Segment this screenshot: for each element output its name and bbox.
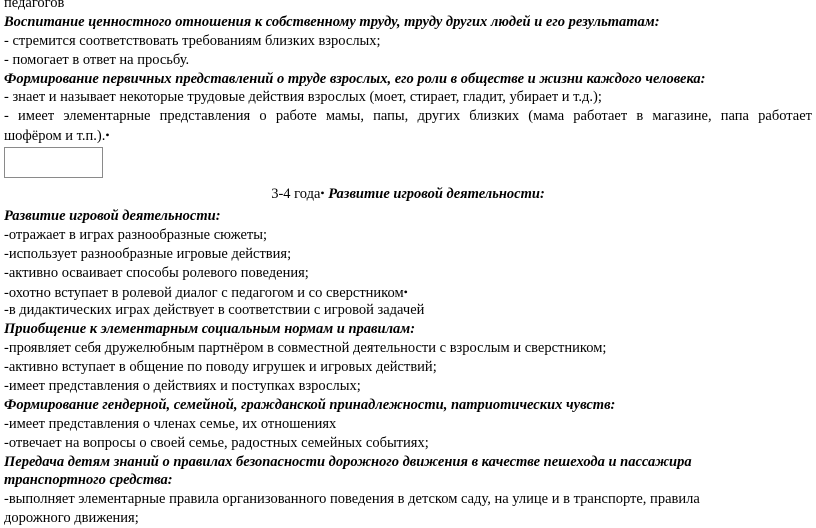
text-line: -отражает в играх разнообразные сюжеты; <box>4 226 267 243</box>
text-line: -имеет представления о членах семье, их отношениях <box>4 415 337 432</box>
text-line: -в дидактических играх действует в соответствии с игровой задачей <box>4 302 425 319</box>
section-heading: Формирование гендерной, семейной, гражданской принадлежности, патриотических чувств: <box>4 396 616 413</box>
section-heading: Формирование первичных представлений о труде взрослых, его роли в обществе и жизни каждого человека: <box>4 70 706 87</box>
age-title: Развитие игровой деятельности: <box>328 186 545 203</box>
text-line: -выполняет элементарные правила организованного поведения в детском саду, на улице и в транспорте, правила <box>4 491 700 508</box>
section-heading: Развитие игровой деятельности: <box>4 208 221 225</box>
bullet-icon: • <box>105 128 110 143</box>
age-label: 3-4 года <box>271 186 321 203</box>
text-line <box>4 126 812 145</box>
text-line: педагогов <box>4 0 65 11</box>
empty-box <box>4 147 103 178</box>
text-line <box>4 283 812 302</box>
bullet-icon: • <box>320 186 325 201</box>
section-heading: транспортного средства: <box>4 472 173 489</box>
text-line: -отвечает на вопросы о своей семье, радостных семейных событиях; <box>4 434 429 451</box>
text-line: -проявляет себя дружелюбным партнёром в совместной деятельности с взрослым и сверстником; <box>4 340 607 357</box>
bullet-icon: • <box>403 284 408 299</box>
section-heading: Передача детям знаний о правилах безопасности дорожного движения в качестве пешехода и пассажира <box>4 453 692 470</box>
text-line: - помогает в ответ на просьбу. <box>4 51 190 68</box>
text-line: -активно вступает в общение по поводу игрушек и игровых действий; <box>4 359 437 376</box>
text-line: -имеет представления о действиях и поступках взрослых; <box>4 378 361 395</box>
text-line: - знает и называет некоторые трудовые действия взрослых (моет, стирает, гладит, убирает и т.д.); <box>4 89 602 106</box>
text-fragment: -охотно вступает в ролевой диалог с педагогом и со сверстником <box>4 284 404 301</box>
text-line: -использует разнообразные игровые действия; <box>4 245 292 262</box>
text-line: дорожного движения; <box>4 510 139 527</box>
section-heading: Приобщение к элементарным социальным нормам и правилам: <box>4 321 416 338</box>
age-group-heading <box>4 184 812 203</box>
section-heading: Воспитание ценностного отношения к собственному труду, труду других людей и его результатам: <box>4 13 660 30</box>
text-line: -активно осваивает способы ролевого поведения; <box>4 264 309 281</box>
text-line: - стремится соответствовать требованиям близких взрослых; <box>4 32 381 49</box>
text-fragment: шофёром и т.п.). <box>4 128 106 145</box>
text-line: - имеет элементарные представления о работе мамы, папы, других близких (мама работает в магазине, папа работает <box>4 108 812 125</box>
